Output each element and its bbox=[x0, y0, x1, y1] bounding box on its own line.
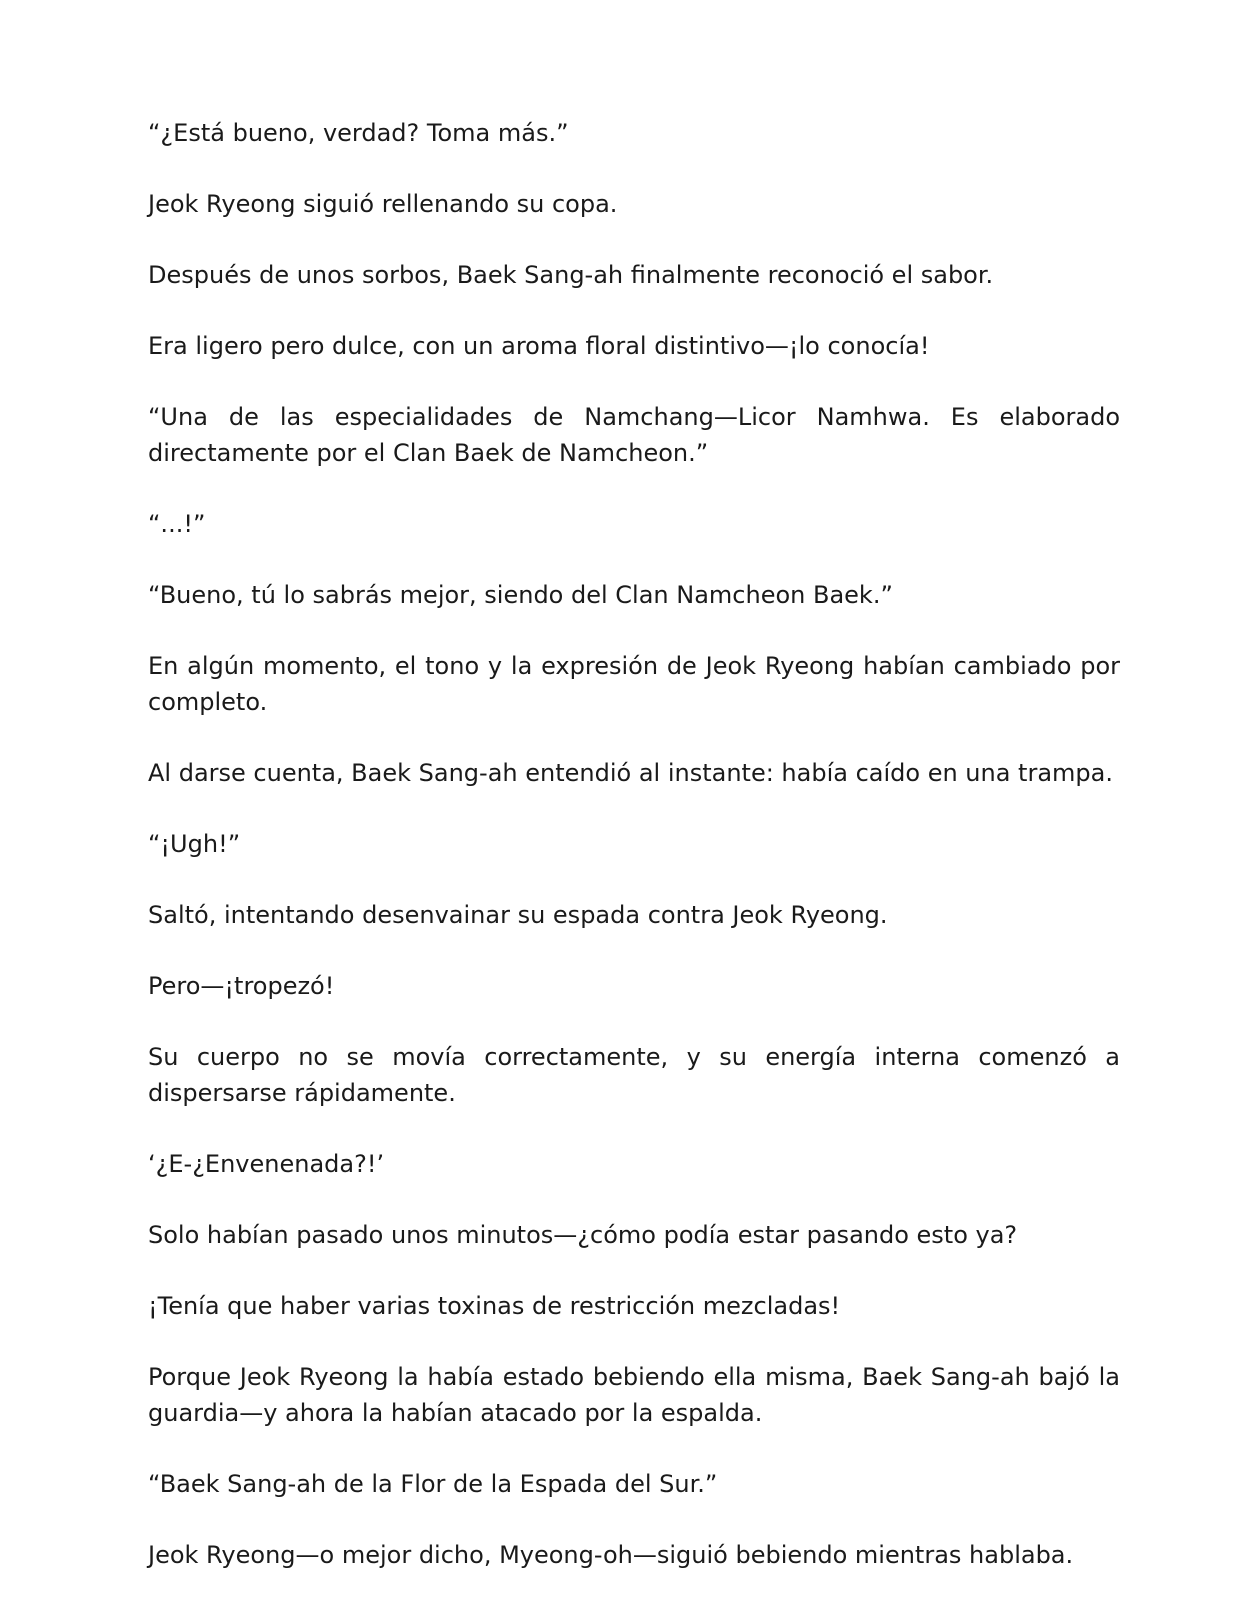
paragraph-9: Al darse cuenta, Baek Sang-ah entendió al instante: había caído en una trampa. bbox=[148, 759, 1113, 787]
paragraph-16: ¡Tenía que haber varias toxinas de restricción mezcladas! bbox=[148, 1292, 841, 1320]
paragraph-17: Porque Jeok Ryeong la había estado bebiendo ella misma, Baek Sang-ah bajó la guardia—y ahora la habían atacado por la espalda. bbox=[148, 1363, 1120, 1427]
paragraph-11: Saltó, intentando desenvainar su espada contra Jeok Ryeong. bbox=[148, 901, 888, 929]
paragraph-4: Era ligero pero dulce, con un aroma floral distintivo—¡lo conocía! bbox=[148, 332, 930, 360]
paragraph-8: En algún momento, el tono y la expresión de Jeok Ryeong habían cambiado por completo. bbox=[148, 652, 1120, 716]
paragraph-7: “Bueno, tú lo sabrás mejor, siendo del Clan Namcheon Baek.” bbox=[148, 581, 893, 609]
paragraph-18: “Baek Sang-ah de la Flor de la Espada del Sur.” bbox=[148, 1470, 718, 1498]
paragraph-3: Después de unos sorbos, Baek Sang-ah finalmente reconoció el sabor. bbox=[148, 261, 994, 289]
paragraph-15: Solo habían pasado unos minutos—¿cómo podía estar pasando esto ya? bbox=[148, 1221, 1018, 1249]
paragraph-5: “Una de las especialidades de Namchang—Licor Namhwa. Es elaborado directamente por el Clan Baek de Namcheon.” bbox=[148, 403, 1120, 467]
paragraph-14: ‘¿E-¿Envenenada?!’ bbox=[148, 1150, 385, 1178]
paragraph-1: “¿Está bueno, verdad? Toma más.” bbox=[148, 119, 569, 147]
paragraph-6: “...!” bbox=[148, 510, 206, 538]
paragraph-10: “¡Ugh!” bbox=[148, 830, 241, 858]
paragraph-12: Pero—¡tropezó! bbox=[148, 972, 335, 1000]
paragraph-19: Jeok Ryeong—o mejor dicho, Myeong-oh—siguió bebiendo mientras hablaba. bbox=[148, 1541, 1074, 1569]
paragraph-13: Su cuerpo no se movía correctamente, y su energía interna comenzó a dispersarse rápidamente. bbox=[148, 1043, 1120, 1107]
paragraph-2: Jeok Ryeong siguió rellenando su copa. bbox=[148, 190, 618, 218]
